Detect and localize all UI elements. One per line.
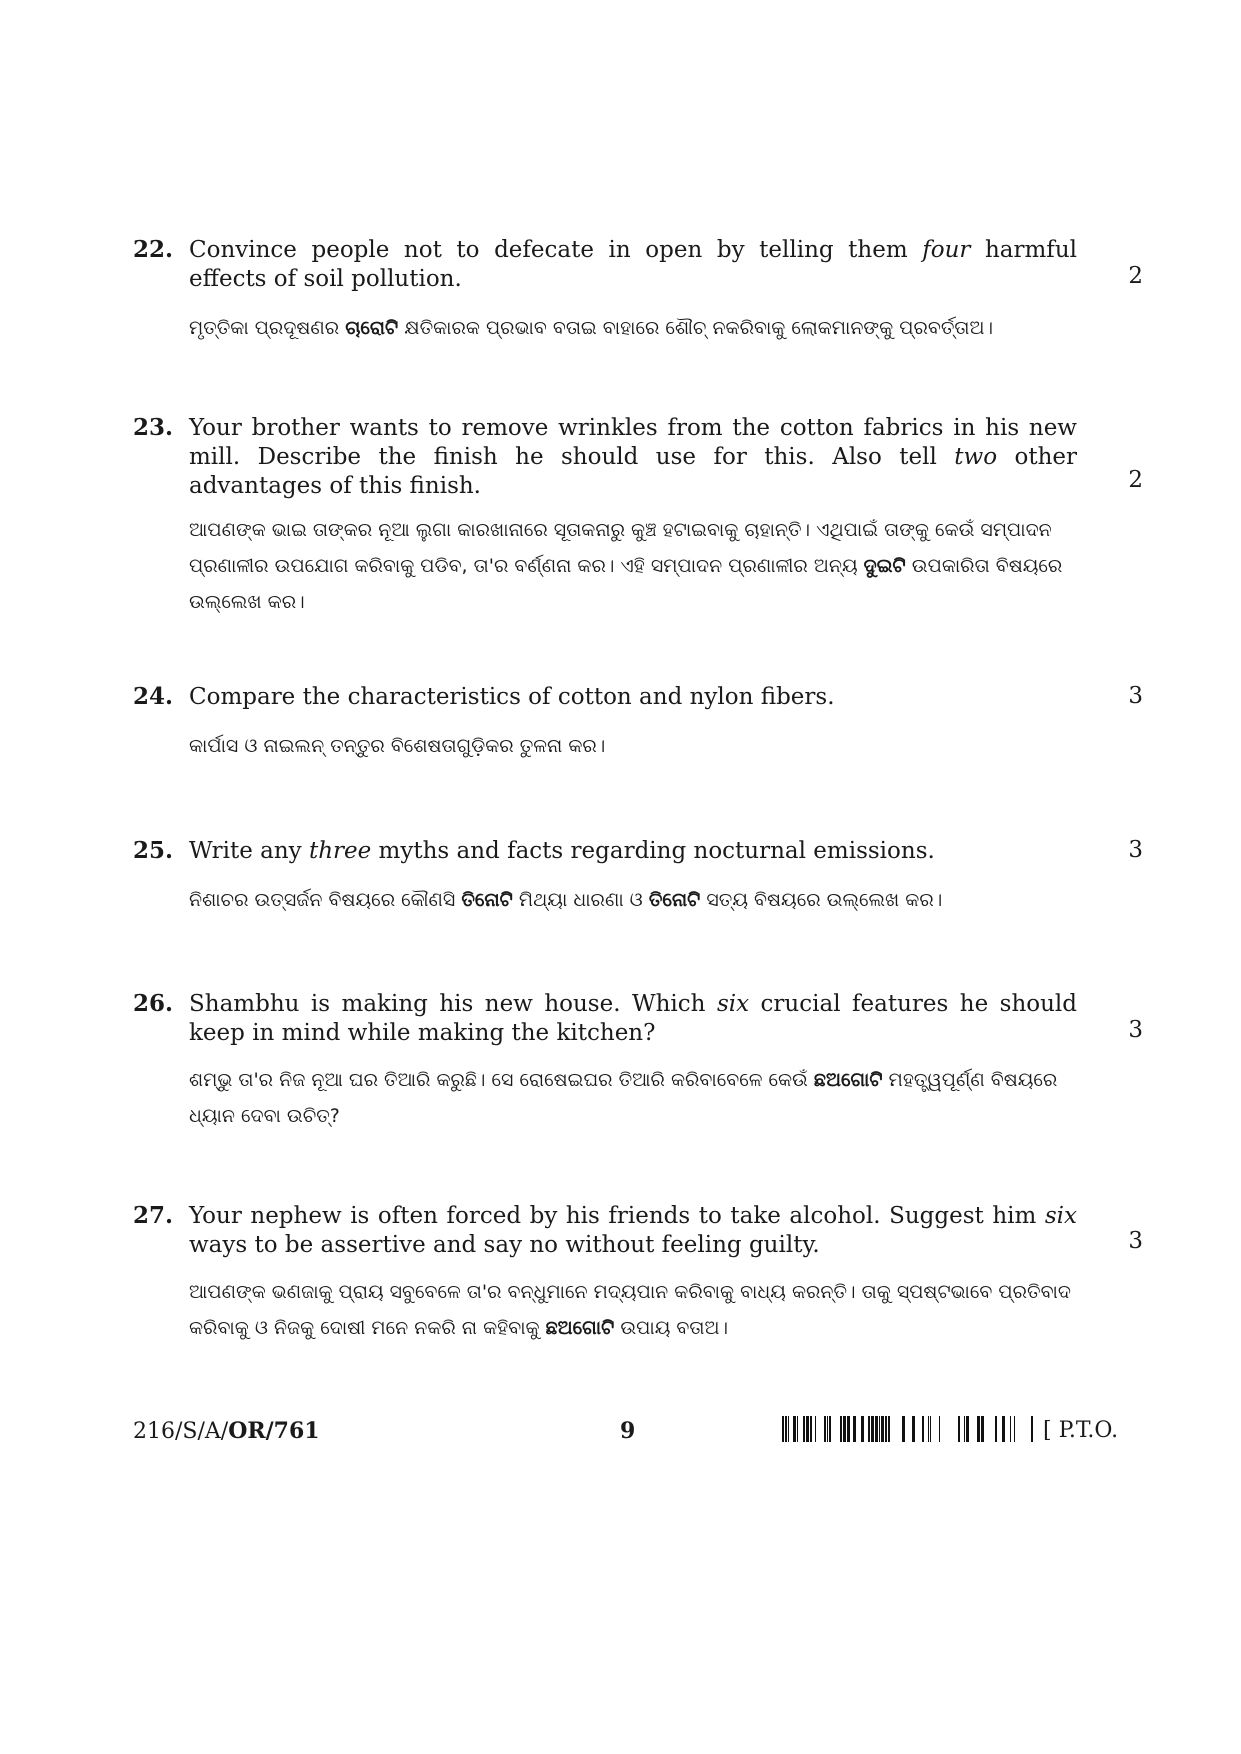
question-text-odia: ଶମ୍ଭୁ ତା'ର ନିଜ ନୂଆ ଘର ତିଆରି କରୁଛି। ସେ ରୋଷେଇଘର ତିଆରି କରିବାବେଳେ କେଉଁ ଛଅଗୋଟି ମହତ୍ତ୍ୱପୂର୍ଣ୍ଣ ବିଷୟରେ ଧ୍ୟାନ ଦେବା ଉଚିତ୍? bbox=[189, 1069, 1058, 1127]
question-number: 23. bbox=[133, 414, 174, 441]
barcode-bar bbox=[1010, 1416, 1011, 1442]
question-text-odia: ନିଶାଚର ଉତ୍ସର୍ଜନ ବିଷୟରେ କୌଣସି ତିନୋଟି ମିଥ୍ୟା ଧାରଣା ଓ ତିନୋଟି ସତ୍ୟ ବିଷୟରେ ଉଲ୍ଲେଖ କର। bbox=[189, 889, 943, 911]
barcode-bar bbox=[1014, 1416, 1015, 1442]
barcode-bar bbox=[977, 1416, 980, 1442]
barcode-bar bbox=[824, 1416, 826, 1442]
barcode-bar bbox=[803, 1416, 805, 1442]
barcode-bar bbox=[853, 1416, 856, 1442]
question-marks: 2 bbox=[1128, 467, 1143, 493]
question-number: 25. bbox=[133, 837, 174, 864]
barcode-bar bbox=[875, 1416, 878, 1442]
page-number: 9 bbox=[620, 1418, 636, 1444]
question-number: 26. bbox=[133, 990, 174, 1017]
question-marks: 3 bbox=[1128, 837, 1143, 863]
barcode-bar bbox=[902, 1416, 905, 1442]
barcode-bar bbox=[939, 1416, 940, 1442]
barcode-image bbox=[782, 1416, 1036, 1442]
barcode-bar bbox=[788, 1416, 789, 1442]
barcode-bar bbox=[1031, 1416, 1033, 1442]
question-text-odia: ଆପଣଙ୍କ ଭଣଜାକୁ ପ୍ରାୟ ସବୁବେଳେ ତା'ର ବନ୍ଧୁମାନେ ମଦ୍ୟପାନ କରିବାକୁ ବାଧ୍ୟ କରନ୍ତି। ତାକୁ ସ୍ପଷ୍ଟଭାବେ ପ୍ରତିବାଦ କରିବାକୁ ଓ ନିଜକୁ ଦୋଷୀ ମନେ ନକରି ନା କହିବାକୁ ଛଅଗୋଟି ଉପାୟ ବତାଅ। bbox=[189, 1281, 1071, 1339]
barcode-bar bbox=[922, 1416, 924, 1442]
barcode-bar bbox=[868, 1416, 870, 1442]
question-text-english: Convince people not to defecate in open by telling them four harmful effects of soil pollution. bbox=[189, 237, 1077, 292]
barcode-bar bbox=[871, 1416, 874, 1442]
barcode-bar bbox=[912, 1416, 915, 1442]
barcode-bar bbox=[958, 1416, 960, 1442]
question-marks: 3 bbox=[1128, 1228, 1143, 1254]
barcode-bar bbox=[879, 1416, 880, 1442]
question-marks: 2 bbox=[1128, 263, 1143, 289]
question-text-english: Shambhu is making his new house. Which six crucial features he should keep in mind while making the kitchen? bbox=[189, 991, 1077, 1046]
barcode-bar bbox=[847, 1416, 850, 1442]
barcode-bar bbox=[785, 1416, 787, 1442]
question-number: 24. bbox=[133, 683, 174, 710]
question-marks: 3 bbox=[1128, 683, 1143, 709]
barcode-bar bbox=[782, 1416, 784, 1442]
barcode-bar bbox=[888, 1416, 890, 1442]
question-text-odia: କାର୍ପାସ ଓ ନାଇଲନ୍ ତନ୍ତୁର ବିଶେଷତାଗୁଡ଼ିକର ତୁଳନା କର। bbox=[189, 735, 606, 757]
barcode-bar bbox=[843, 1416, 846, 1442]
barcode-bar bbox=[928, 1416, 929, 1442]
barcode-bar bbox=[827, 1416, 828, 1442]
barcode-bar bbox=[815, 1416, 816, 1442]
question-text-english: Write any three myths and facts regarding nocturnal emissions. bbox=[189, 838, 935, 864]
question-number: 27. bbox=[133, 1202, 174, 1229]
pto-label: [ P.T.O. bbox=[1043, 1418, 1119, 1443]
barcode-bar bbox=[964, 1416, 965, 1442]
question-text-english: Your brother wants to remove wrinkles from the cotton fabrics in his new mill. Describe the finish he should use for this. Also tell two other advantages of this finish. bbox=[189, 415, 1077, 499]
barcode-bar bbox=[885, 1416, 887, 1442]
barcode-bar bbox=[881, 1416, 884, 1442]
question-number: 22. bbox=[133, 236, 174, 263]
barcode-bar bbox=[797, 1416, 798, 1442]
paper-code: 216/S/A/OR/761 bbox=[133, 1418, 320, 1444]
barcode-bar bbox=[995, 1416, 997, 1442]
barcode-bar bbox=[861, 1416, 864, 1442]
question-text-odia: ମୃତ୍ତିକା ପ୍ରଦୂଷଣର ଚାରୋଟି କ୍ଷତିକାରକ ପ୍ରଭାବ ବତାଇ ବାହାରେ ଶୌଚ୍ ନକରିବାକୁ ଲୋକମାନଙ୍କୁ ପ୍ରବର୍ତ୍ତାଅ। bbox=[189, 317, 994, 339]
barcode-bar bbox=[930, 1416, 931, 1442]
barcode-bar bbox=[840, 1416, 842, 1442]
barcode-bar bbox=[829, 1416, 831, 1442]
question-text-odia: ଆପଣଙ୍କ ଭାଇ ତାଙ୍କର ନୂଆ ଲୁଗା କାରଖାନାରେ ସୂତାକନାରୁ କୁଞ୍ଚ ହଟାଇବାକୁ ଚାହାନ୍ତି। ଏଥିପାଇଁ ତାଙ୍କୁ କେଉଁ ସମ୍ପାଦନ ପ୍ରଣାଳୀର ଉପଯୋଗ କରିବାକୁ ପଡିବ, ତା'ର ବର୍ଣ୍ଣନା କର। ଏହି ସମ୍ପାଦନ ପ୍ରଣାଳୀର ଅନ୍ୟ ଦୁଇଟି ଉପକାରିତା ବିଷୟରେ ଉଲ୍ଲେଖ କର। bbox=[189, 519, 1063, 613]
barcode-bar bbox=[810, 1416, 812, 1442]
barcode-bar bbox=[806, 1416, 809, 1442]
barcode-bar bbox=[1002, 1416, 1005, 1442]
question-text-english: Compare the characteristics of cotton and nylon fibers. bbox=[189, 684, 835, 710]
question-marks: 3 bbox=[1128, 1017, 1143, 1043]
question-text-english: Your nephew is often forced by his friends to take alcohol. Suggest him six ways to be assertive and say no without feeling guilty. bbox=[189, 1203, 1077, 1258]
barcode-bar bbox=[793, 1416, 796, 1442]
barcode-bar bbox=[966, 1416, 969, 1442]
barcode-bar bbox=[981, 1416, 984, 1442]
